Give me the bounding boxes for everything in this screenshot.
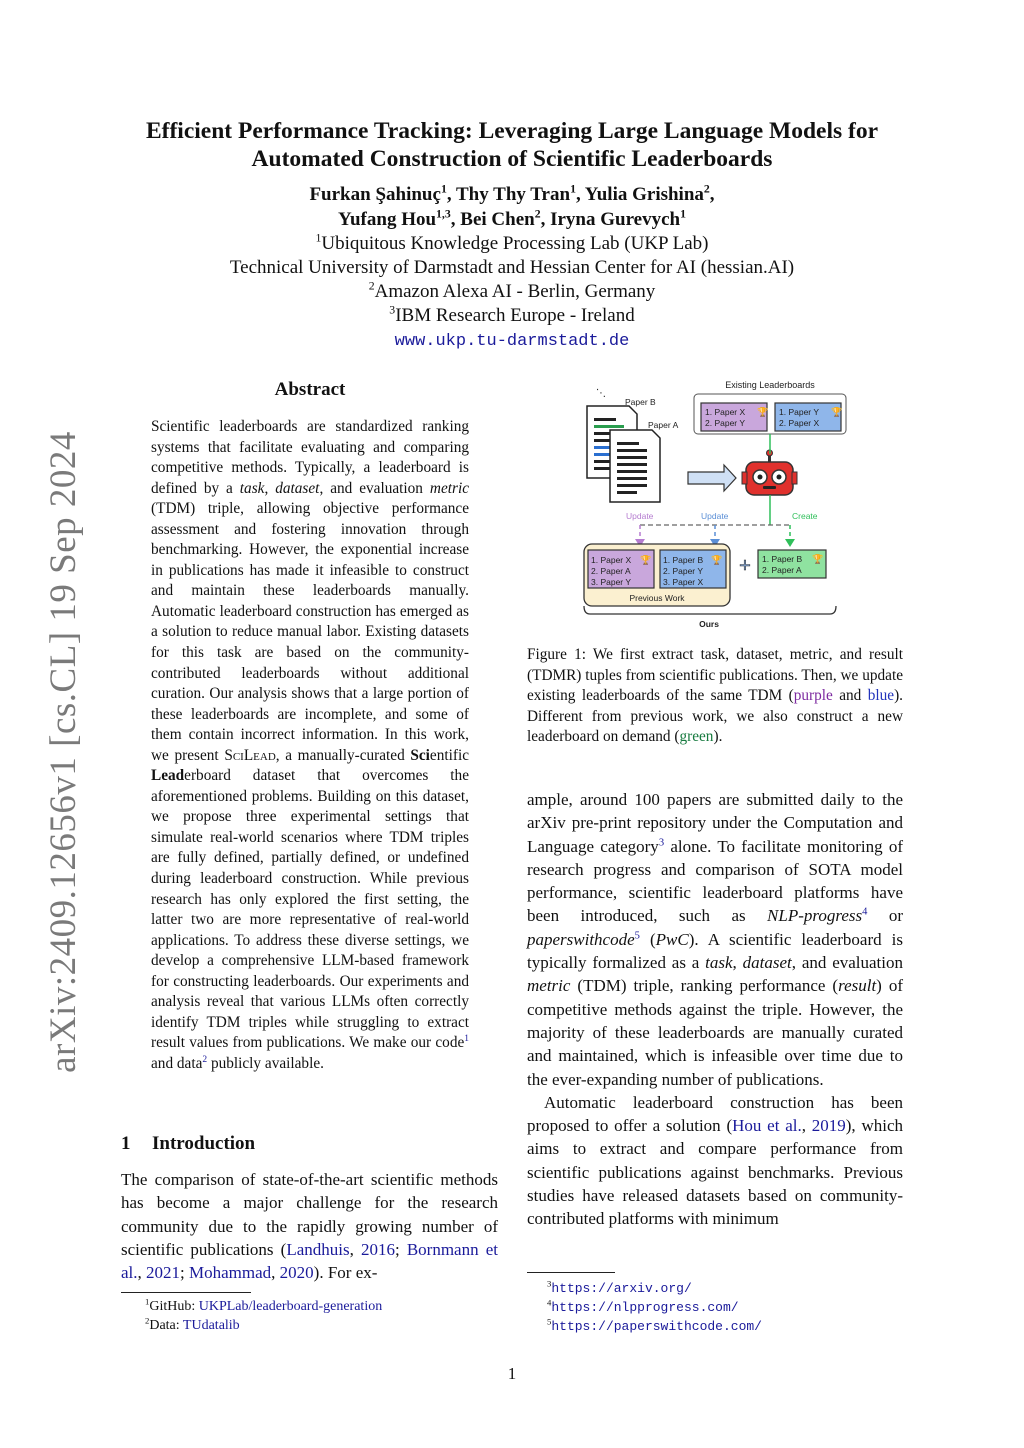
author-name: Thy Thy Tran <box>456 184 571 205</box>
abstract-heading: Abstract <box>274 379 346 400</box>
svg-text:Paper A: Paper A <box>648 420 679 430</box>
previous-work-label: Previous Work <box>629 593 685 603</box>
citation-link[interactable]: 2016 <box>360 1239 395 1259</box>
plus-icon: + <box>739 555 751 577</box>
svg-text:2. Paper Y: 2. Paper Y <box>705 418 746 428</box>
svg-text:1. Paper X: 1. Paper X <box>591 555 632 565</box>
ours-label: Ours <box>699 619 719 629</box>
nlpprogress-url[interactable]: https://nlpprogress.com/ <box>551 1300 739 1315</box>
trophy-icon: 🏆 <box>812 554 824 564</box>
footnote-ref[interactable]: 1 <box>464 1034 469 1045</box>
footnote-ref[interactable]: 5 <box>634 930 640 942</box>
robot-icon <box>742 450 797 495</box>
citation-link[interactable]: 2019 <box>811 1116 846 1136</box>
footnotes-right: $^3$https://arxiv.org/ $^4$https://nlpprogress.com/ $^5$https://paperswithcode.com/ <box>547 1278 762 1334</box>
create-label: Create <box>792 511 818 521</box>
svg-text:2. Paper A: 2. Paper A <box>762 565 802 575</box>
figure-1 <box>580 378 850 633</box>
author-name: Iryna Gurevych <box>550 209 681 230</box>
existing-leaderboards-label: Existing Leaderboards <box>725 380 815 390</box>
author-list: Furkan Şahinuç$^1$, Thy Thy Tran$^1$, Yulia Grishina$^2$, Yufang Hou$^{1,3}$, Bei Chen$^2$, Iryna Gurevych$^1$ <box>309 182 715 230</box>
svg-text:1. Paper B: 1. Paper B <box>663 555 704 565</box>
svg-text:3. Paper X: 3. Paper X <box>663 577 704 587</box>
footnote-ref[interactable]: 3 <box>658 836 665 848</box>
page-number: 1 <box>507 1364 517 1383</box>
affiliations: $^1$Ubiquitous Knowledge Processing Lab (UKP Lab) Technical University of Darmstadt and Hessian Center for AI (hessian.AI) $^2$Amazon Alexa AI - Berlin, Germany $^3$IBM Research Europe - Ireland www.ukp.tu-darmstadt.de <box>229 231 795 351</box>
right-column-text: ample, around 100 papers are submitted daily to the arXiv pre-print repository under the Computation and Language category$^3$ alone. To facilitate monitoring of research progress and comparison of SOTA model performance, scientific leaderboard platforms have been introduced, such as NLP-progress$^4$ or paperswithcode$^5$ (PwC). A scientific leaderboard is typically formalized as a task, dataset, and evaluation metric (TDM) triple, ranking performance (result) of competitive methods against the triple. However, the majority of these leaderboards are manually curated and maintained, which is infeasible over time due to the ever-expanding number of publications. Automatic leaderboard construction has been proposed to offer a solution (Hou et al., 2019), which aims to extract and compare performance from scientific publications against benchmarks. Previous studies have released datasets based on community-contributed platforms with minimum <box>527 790 903 1229</box>
paper-a-icon <box>610 430 660 502</box>
citation-link[interactable]: 2020 <box>279 1263 314 1283</box>
update-label-purple: Update <box>626 511 654 521</box>
data-link[interactable]: TUdatalib <box>182 1317 240 1333</box>
svg-text:3. Paper Y: 3. Paper Y <box>591 577 632 587</box>
footnote-ref[interactable]: 4 <box>862 906 868 918</box>
trophy-icon: 🏆 <box>640 555 652 565</box>
svg-text:1. Paper B: 1. Paper B <box>762 554 803 564</box>
section-heading: 1 Introduction <box>121 1133 256 1154</box>
footnotes-left: $^1$GitHub: UKPLab/leaderboard-generation $^2$Data: TUdatalib <box>145 1296 383 1333</box>
author-name: Bei Chen <box>460 209 535 230</box>
footnote-rule <box>527 1272 615 1273</box>
trophy-icon: 🏆 <box>711 555 723 565</box>
svg-text:1. Paper Y: 1. Paper Y <box>779 407 820 417</box>
ours-bracket <box>584 606 836 614</box>
ellipsis-icon: ⋱ <box>596 388 606 399</box>
citation-link[interactable]: Bornmann et al. <box>121 1239 498 1283</box>
citation-link[interactable]: Mohammad <box>189 1263 272 1283</box>
svg-text:2. Paper X: 2. Paper X <box>779 418 820 428</box>
intro-text: The comparison of state-of-the-art scientific methods has become a major challenge for the research community due to the rapidly growing number of scientific publications (Landhuis, 2016; Bornmann et al., 2021; Mohammad, 2020). For ex- <box>121 1170 498 1283</box>
citation-link[interactable]: 2021 <box>146 1263 181 1283</box>
author-name: Yufang Hou <box>338 209 437 230</box>
citation-link[interactable]: Landhuis <box>286 1239 350 1259</box>
footnote-rule <box>121 1292 251 1293</box>
arrow-right-icon <box>688 465 736 491</box>
abstract-text: Scientific leaderboards are standardized ranking systems that facilitate evaluating and comparing competitive methods. Typically, a leaderboard is defined by a task, dataset, and evaluation metric (TDM) triple, allowing objective performance assessment and fostering innovation through benchmarking. However, the exponential increase in publications has made it infeasible to construct and maintain these leaderboards manually. Automatic leaderboard construction has emerged as a solution to reduce manual labor. Existing datasets for this task are based on the community-contributed leaderboards without additional curation. Our analysis shows that a large portion of these leaderboards are incomplete, and some of them contain incorrect information. In this work, we present SciLead, a manually-curated Scientific Leaderboard dataset that overcomes the aforementioned problems. Building on this dataset, we propose three experimental settings that simulate real-world scenarios where TDM triples are fully defined, partially defined, or undefined during leaderboard construction. While previous research has only explored the first setting, the latter two are more representative of real-world applications. To address these diverse settings, we develop a comprehensive LLM-based framework for constructing leaderboards. Our experiments and analysis reveal that various LLMs often correctly identify TDM triples while struggling to extract result values from publications. We make our code$^1$ and data$^2$ publicly available. <box>151 418 469 1072</box>
update-label-blue: Update <box>701 511 729 521</box>
footnote-ref[interactable]: 2 <box>202 1054 208 1065</box>
trophy-icon: 🏆 <box>831 407 843 417</box>
citation-link[interactable]: Hou et al. <box>732 1116 802 1136</box>
arxiv-url[interactable]: https://arxiv.org/ <box>551 1281 692 1296</box>
paper-title: Efficient Performance Tracking: Leveraging Large Language Models for Automated Construction of Scientific Leaderboards <box>145 118 879 172</box>
trophy-icon: 🏆 <box>757 407 769 417</box>
arxiv-stamp: arXiv:2409.12656v1 [cs.CL] 19 Sep 2024 <box>43 431 84 1073</box>
github-link[interactable]: UKPLab/leaderboard-generation <box>198 1299 383 1314</box>
svg-text:Paper B: Paper B <box>625 397 656 407</box>
paperswithcode-url[interactable]: https://paperswithcode.com/ <box>551 1319 762 1334</box>
website-link[interactable]: www.ukp.tu-darmstadt.de <box>394 332 630 351</box>
author-name: Furkan Şahinuç <box>309 184 441 205</box>
svg-text:1. Paper X: 1. Paper X <box>705 407 746 417</box>
svg-text:2. Paper Y: 2. Paper Y <box>663 566 704 576</box>
figure-caption: Figure 1: We first extract task, dataset, metric, and result (TDMR) tuples from scientific publications. Then, we update existing leaderboards of the same TDM (purple and blue). Different from previous work, we also construct a new leaderboard on demand (green). <box>527 646 903 746</box>
svg-text:2. Paper A: 2. Paper A <box>591 566 631 576</box>
author-name: Yulia Grishina <box>584 184 704 205</box>
